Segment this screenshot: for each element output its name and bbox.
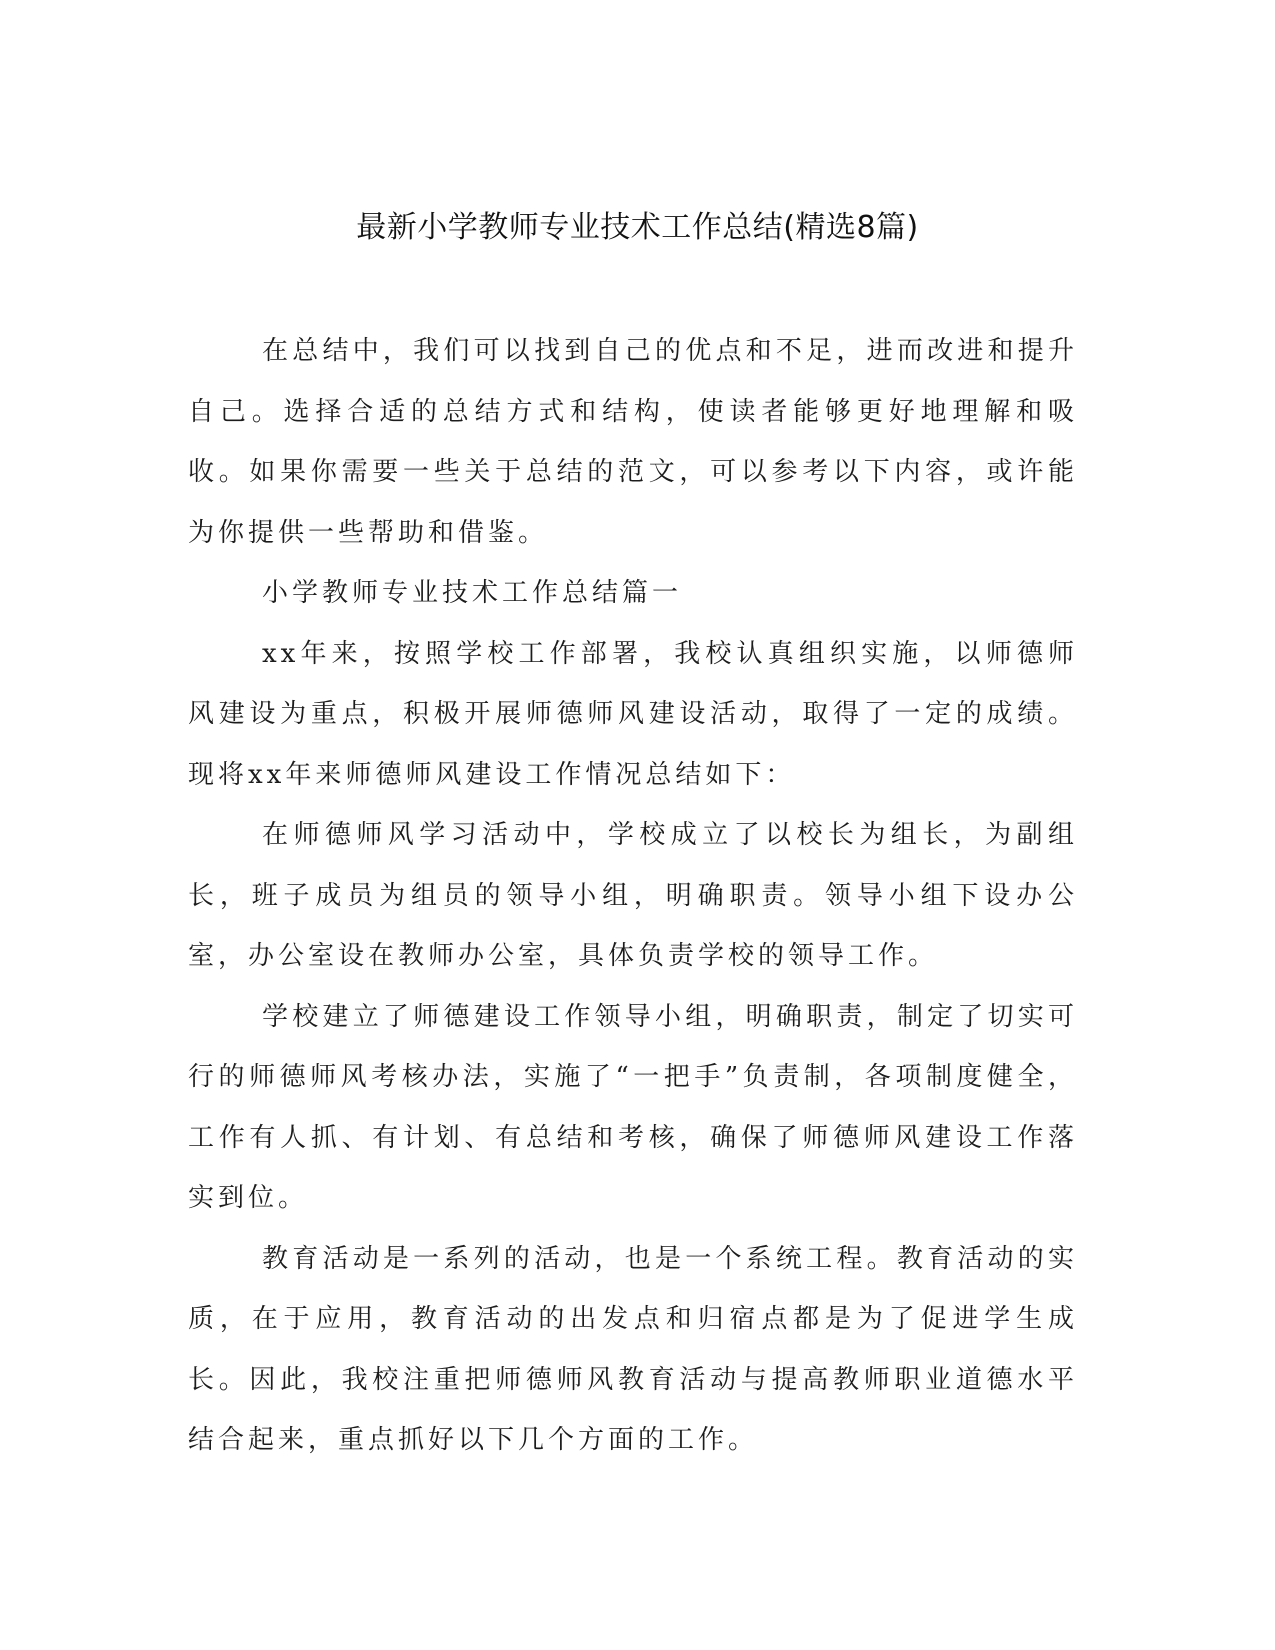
- document-title: 最新小学教师专业技术工作总结(精选8篇): [356, 210, 919, 245]
- body-paragraph: 在师德师风学习活动中，学校成立了以校长为组长，为副组长，班子成员为组员的领导小组，明确职责。领导小组下设办公室，办公室设在教师办公室，具体负责学校的领导工作。: [188, 820, 1078, 971]
- body-paragraph: 学校建立了师德建设工作领导小组，明确职责，制定了切实可行的师德师风考核办法，实施了“一把手”负责制，各项制度健全，工作有人抓、有计划、有总结和考核，确保了师德师风建设工作落实到位。: [188, 1001, 1078, 1213]
- section-heading: 小学教师专业技术工作总结篇一: [262, 578, 683, 608]
- intro-paragraph: 在总结中，我们可以找到自己的优点和不足，进而改进和提升自己。选择合适的总结方式和结构，使读者能够更好地理解和吸收。如果你需要一些关于总结的范文，可以参考以下内容，或许能为你提供一些帮助和借鉴。: [188, 336, 1078, 548]
- body-paragraph: 教育活动是一系列的活动，也是一个系统工程。教育活动的实质，在于应用，教育活动的出发点和归宿点都是为了促进学生成长。因此，我校注重把师德师风教育活动与提高教师职业道德水平结合起来，重点抓好以下几个方面的工作。: [188, 1243, 1078, 1455]
- body-paragraph: xx年来，按照学校工作部署，我校认真组织实施，以师德师风建设为重点，积极开展师德师风建设活动，取得了一定的成绩。现将xx年来师德师风建设工作情况总结如下：: [188, 638, 1078, 790]
- document-body: [188, 321, 1078, 1471]
